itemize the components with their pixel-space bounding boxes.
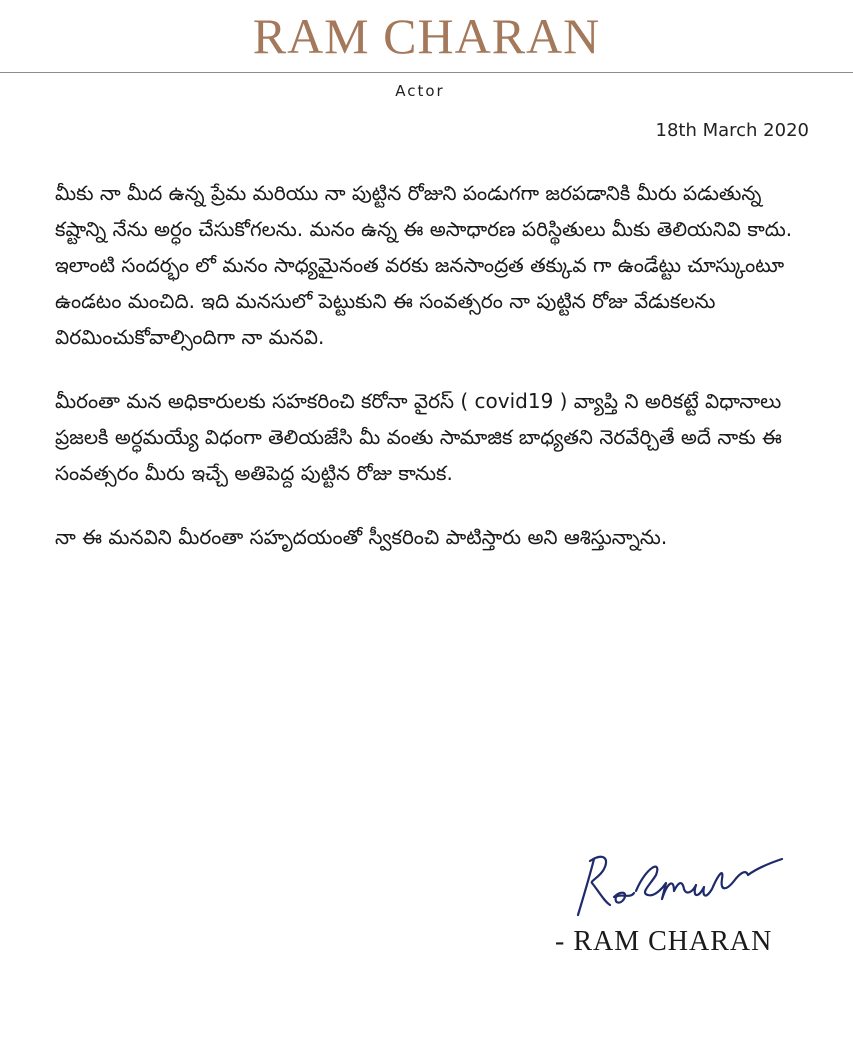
letter-date: 18th March 2020 — [655, 120, 809, 141]
letter-paragraph-3: నా ఈ మనవిని మీరంతా సహృదయంతో స్వీకరించి పాటిస్తారు అని ఆశిస్తున్నాను. — [55, 525, 668, 549]
letterhead-role: Actor — [395, 82, 445, 100]
signature-stroke — [578, 857, 782, 915]
letterhead-divider — [0, 72, 853, 73]
handwritten-signature — [570, 845, 790, 925]
letter-body — [55, 175, 815, 583]
sign-off-name: - RAM CHARAN — [555, 926, 773, 957]
letter-paragraph-1: మీకు నా మీద ఉన్న ప్రేమ మరియు నా పుట్టిన రోజుని పండుగగా జరపడానికి మీరు పడుతున్న కష్టాన్ని నేను అర్ధం చేసుకోగలను. మనం ఉన్న ఈ అసాధారణ పరిస్థితులు మీకు తెలియనివి కాదు. ఇలాంటి సందర్భం లో మనం సాధ్యమైనంత వరకు జనసాంద్రత తక్కువ గా ఉండేట్టు చూస్కుంటూ ఉండటం మంచిది. ఇది మనసులో పెట్టుకుని ఈ సంవత్సరం నా పుట్టిన రోజు వేడుకలను విరమించుకోవాల్సిందిగా నా మనవి. — [55, 181, 793, 349]
letter-paragraph-2: మీరంతా మన అధికారులకు సహకరించి కరోనా వైరస్ ( covid19 ) వ్యాప్తి ని అరికట్టే విధానాలు ప్రజలకి అర్ధమయ్యే విధంగా తెలియజేసి మీ వంతు సామాజిక బాధ్యతని నెరవేర్చితే అదే నాకు ఈ సంవత్సరం మీరు ఇచ్చే అతిపెద్ద పుట్టిన రోజు కానుక. — [55, 389, 782, 485]
letterhead-name: RAM CHARAN — [252, 8, 601, 64]
signature-icon — [570, 845, 790, 925]
